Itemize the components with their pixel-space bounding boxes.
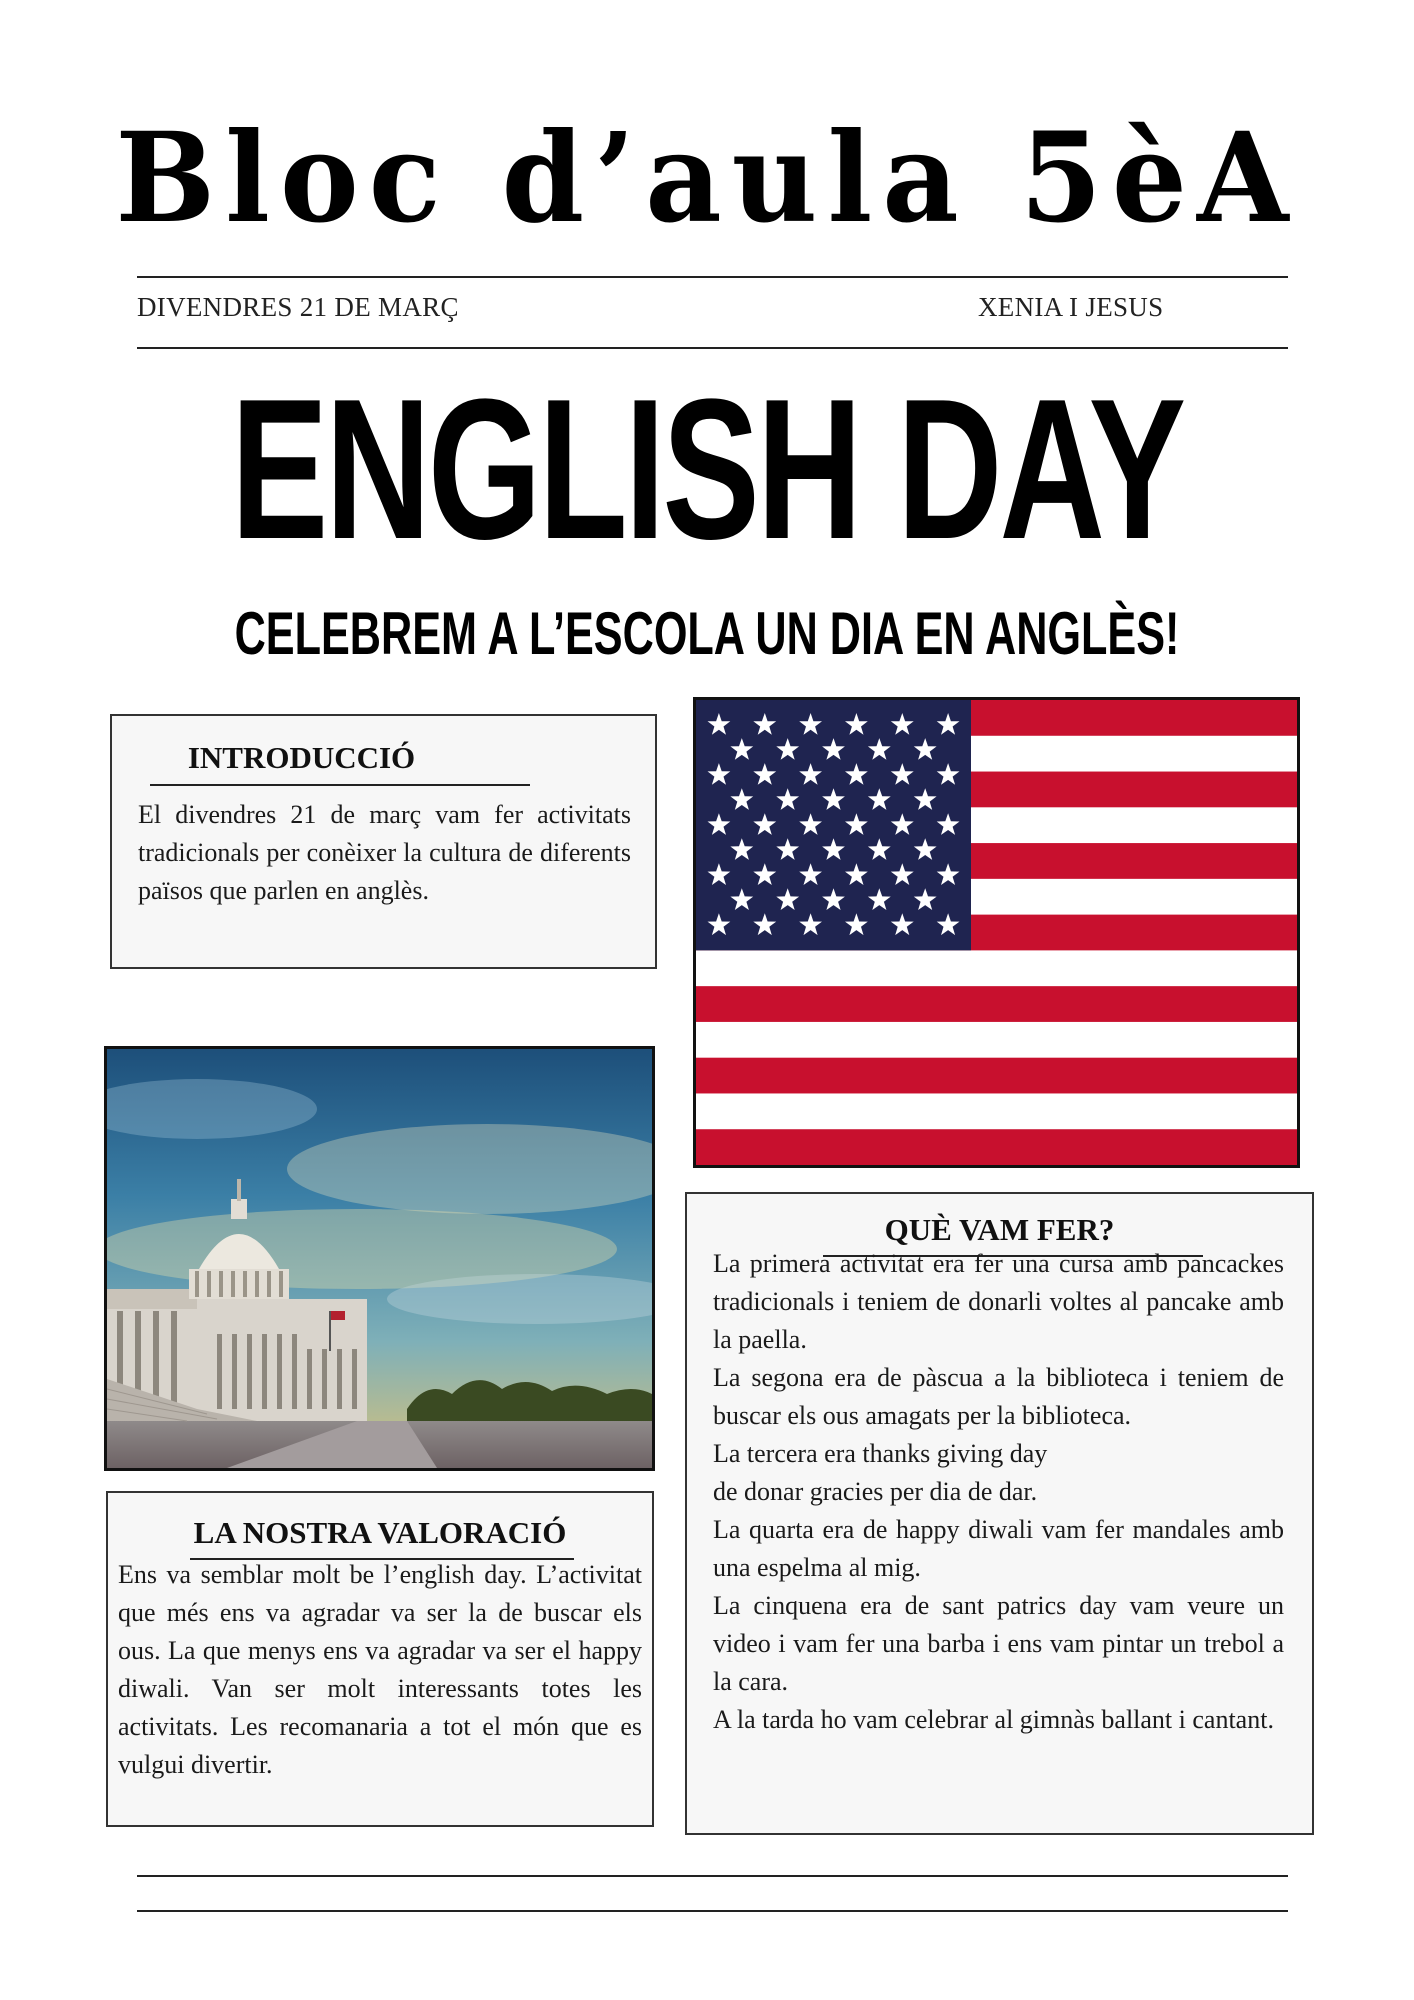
subheadline: CELEBREM A L’ESCOLA UN DIA EN ANGLÈS! [234, 600, 1180, 667]
flag-stripe [696, 986, 1297, 1022]
intro-title-rule [150, 784, 530, 786]
flag-stripe [696, 1058, 1297, 1094]
bottom-rule-1 [137, 1875, 1288, 1877]
intro-title: INTRODUCCIÓ [187, 740, 416, 775]
activity-paragraph: La segona era de pàscua a la biblioteca i teniem de buscar els ous amagats per la biblioteca. [713, 1363, 1284, 1430]
activity-paragraph: La primera activitat era fer una cursa amb pancackes tradicionals i teniem de donarli voltes al pancake amb la paella. [713, 1249, 1284, 1354]
top-rule [137, 276, 1288, 278]
flag-stripe [696, 1022, 1297, 1058]
headline: ENGLISH DAY [230, 358, 1184, 581]
issue-authors: XENIA I JESUS [978, 292, 1164, 322]
capitol-graphic [107, 1049, 652, 1468]
activity-paragraph: La cinquena era de sant patrics day vam veure un video i vam fer una barba i ens vam pintar un trebol a la cara. [713, 1591, 1284, 1696]
issue-date: DIVENDRES 21 DE MARÇ [137, 292, 459, 322]
flag-canton [696, 700, 971, 950]
intro-box [110, 714, 657, 969]
bottom-rule-2 [137, 1910, 1288, 1912]
valoracio-text: Ens va semblar molt be l’english day. L’activitat que més ens va agradar va ser la de buscar els ous. La que menys ens va agradar va ser el happy diwali. Van ser molt interessants totes les activitats. Les recomanaria a tot el món que es vulgui divertir. [118, 1560, 642, 1779]
flag-stripe [696, 1093, 1297, 1129]
activity-paragraph: La tercera era thanks giving day [713, 1439, 1048, 1468]
us-capitol-photo [104, 1046, 655, 1471]
activities-title: QUÈ VAM FER? [884, 1212, 1115, 1247]
masthead-title: Bloc d’aula 5èA [115, 104, 1299, 251]
dateline-rule [137, 347, 1288, 349]
flag-stripe [696, 950, 1297, 986]
valoracio-title: LA NOSTRA VALORACIÓ [193, 1515, 567, 1550]
activity-paragraph: de donar gracies per dia de dar. [713, 1477, 1038, 1506]
valoracio-box [106, 1491, 654, 1827]
intro-text: El divendres 21 de març vam fer activitats tradicionals per conèixer la cultura de diferents països que parlen en anglès. [138, 800, 631, 905]
activities-box [685, 1192, 1314, 1835]
flag-stripe [696, 1129, 1297, 1165]
activity-paragraph: La quarta era de happy diwali vam fer mandales amb una espelma al mig. [713, 1515, 1284, 1582]
us-flag-graphic [696, 700, 1297, 1165]
activities-text [713, 1245, 1284, 1739]
activity-paragraph: A la tarda ho vam celebrar al gimnàs ballant i cantant. [713, 1705, 1274, 1734]
us-flag-image [693, 697, 1300, 1168]
